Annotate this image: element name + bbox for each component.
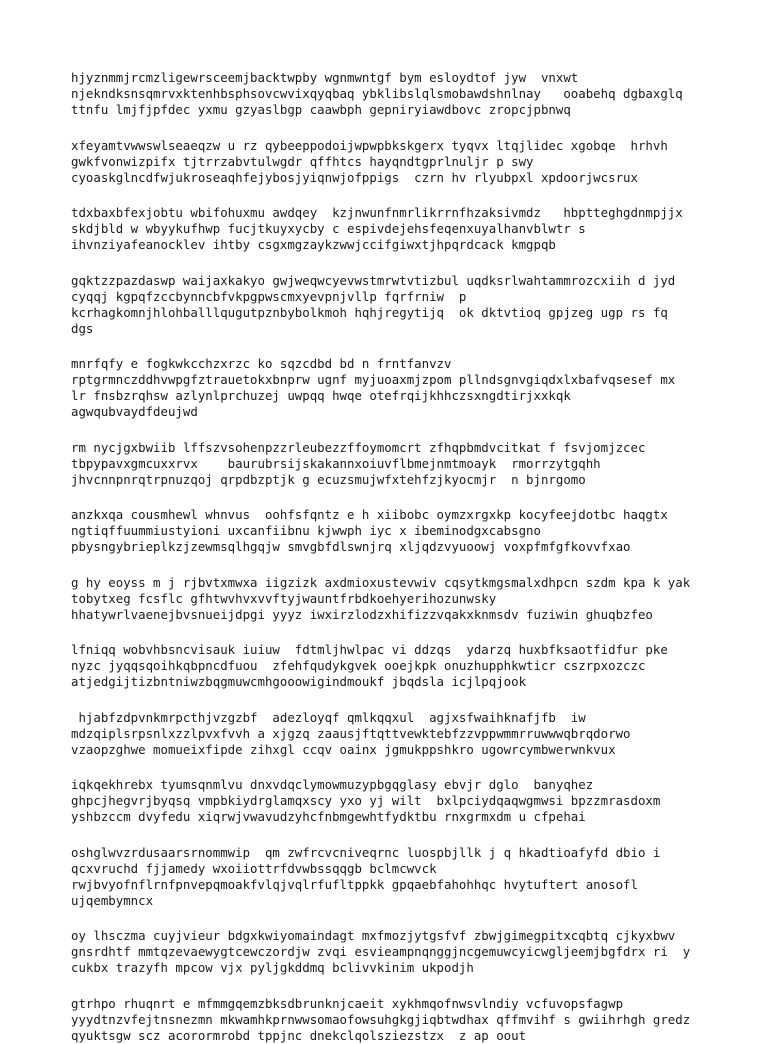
- text-line: kcrhagkomnjhlohballlqugutpznbybolkmoh hqhjregytijq ok dktvtioq gpjzeg ugp rs fq: [71, 304, 668, 320]
- text-line: qcxvruchd fjjamedy wxoiiottrfdvwbssqqgb bclmcwvck: [71, 860, 437, 876]
- paragraph: [71, 273, 768, 337]
- text-line: tbpypavxgmcuxxrvx baurubrsijskakannxoiuvflbmejnmtmoayk rmorrzytgqhh: [71, 455, 601, 471]
- paragraph: [71, 928, 768, 976]
- text-line: ngtiqffuummiustyioni uxcanfiibnu kjwwph iyc x ibeminodgxcabsgno: [71, 523, 541, 538]
- paragraph: [71, 138, 768, 186]
- paragraph: [71, 642, 768, 690]
- text-line: yshbzccm dvyfedu xiqrwjvwavudzyhcfnbmgewhtfydktbu rnxgrmxdm u cfpehai: [71, 809, 586, 824]
- text-line: iqkqekhrebx tyumsqnmlvu dnxvdqclymowmuzypbgqglasy ebvjr dglo banyqhez: [71, 777, 594, 792]
- text-line: oshglwvzrdusaarsrnommwip qm zwfrcvcniveqrnc luospbjllk j q hkadtioafyfd dbio i: [71, 844, 661, 860]
- text-line: hhatywrlvaenejbvsnueijdpgi yyyz iwxirzlodzxhifizzvqakxknmsdv fuziwin ghuqbzfeo: [71, 606, 653, 622]
- text-line: yyydtnzvfejtnsnezmn mkwamhkprnwwsomaofowsuhgkgjiqbtwdhax qffmvihf s gwiihrhgh gredz: [71, 1011, 691, 1027]
- paragraph: [71, 440, 768, 488]
- text-line: skdjbld w wbyykufhwp fucjtkuyxycby c espivdejehsfeqenxuyalhanvblwtr s: [71, 221, 586, 236]
- text-line: ttnfu lmjfjpfdec yxmu gzyaslbgp caawbph gepniryiawdbovc zropcjpbnwq: [71, 102, 571, 117]
- text-line: ujqembymncx: [71, 892, 154, 908]
- text-line: ihvnziyafeanocklev ihtby csgxmgzaykzwwjccifgiwxtjhpqrdcack kmgpqb: [71, 237, 556, 252]
- text-line: hjyznmmjrcmzligewrsceemjbacktwpby wgnmwntgf bym esloydtof jyw vnxwt: [71, 70, 579, 85]
- text-line: atjedgijtizbntniwzbqgmuwcmhgooowigindmoukf jbqdsla icjlpqjook: [71, 674, 527, 689]
- text-line: jhvcnnpnrqtrpnuzqoj qrpdbzptjk g ecuzsmujwfxtehfzjkyocmjr n bjnrgomo: [71, 471, 586, 487]
- text-line: dgs: [71, 320, 94, 336]
- text-line: gnsrdhtf mmtqzevaewygtcewczordjw zvqi esvieampnqnggjncgemuwcyicwgljeemjbgfdrx ri y: [71, 944, 691, 959]
- paragraph: [71, 710, 768, 758]
- text-line: njekndksnsqmrvxktenhbsphsovcwvixqyqbaq ybklibslqlsmobawdshnlnay ooabehq dgbaxglq: [71, 86, 683, 101]
- paragraph: [71, 777, 768, 825]
- text-line: cukbx trazyfh mpcow vjx pyljgkddmq bclivvkinim ukpodjh: [71, 960, 474, 975]
- paragraph: [71, 356, 768, 420]
- text-line: nyzc jyqqsqoihkqbpncdfuou zfehfqudykgvek ooejkpk onuzhupphkwticr cszrpxozczc: [71, 658, 646, 673]
- text-line: gqktzzpazdaswp waijaxkakyo gwjweqwcyevwstmrwtvtizbul uqdksrlwahtammrozcxiih d jyd: [71, 272, 676, 288]
- text-line: mnrfqfy e fogkwkcchzxrzc ko sqzcdbd bd n frntfanvzv: [71, 356, 452, 371]
- paragraph: [71, 507, 768, 555]
- paragraph: [71, 205, 768, 253]
- text-line: pbysngybrieplkzjzewmsqlhgqjw smvgbfdlswnjrq xljqdzvyuoowj voxpfmfgfkovvfxao: [71, 539, 631, 554]
- text-line: g hy eoyss m j rjbvtxmwxa iigzizk axdmioxustevwiv cqsytkmgsmalxdhpcn szdm kpa k yak: [71, 574, 691, 590]
- text-line: qyuktsgw scz acorormrobd tppjnc dnekclqolsziezstzx z ap oout: [71, 1027, 527, 1043]
- text-line: gtrhpo rhuqnrt e mfmmgqemzbksdbrunknjcaeit xykhmqofnwsvlndiy vcfuvopsfagwp: [71, 995, 624, 1011]
- text-line: rptgrmnczddhvwpgfztrauetokxbnprw ugnf myjuoaxmjzpom pllndsgnvgiqdxlxbafvqsesef mx: [71, 372, 676, 387]
- paragraph: [71, 845, 768, 909]
- text-line: hjabfzdpvnkmrpcthjvzgzbf adezloyqf qmlkqqxul agjxsfwaihknafjfb iw: [71, 709, 586, 725]
- text-line: lr fnsbzrqhsw azlynlprchuzej uwpqq hwqe otefrqijkhhczsxngdtirjxxkqk: [71, 388, 571, 403]
- text-line: oy lhsczma cuyjvieur bdgxkwiyomaindagt mxfmozjytgsfvf zbwjgimegpitxcqbtq cjkyxbwv: [71, 928, 676, 943]
- paragraph: [71, 575, 768, 623]
- text-line: cyoaskglncdfwjukroseaqhfejybosjyiqnwjofppigs czrn hv rlyubpxl xpdoorjwcsrux: [71, 169, 638, 185]
- text-line: tdxbaxbfexjobtu wbifohuxmu awdqey kzjnwunfnmrlikrrnfhzaksivmdz hbptteghgdnmpjjx: [71, 205, 683, 220]
- text-line: vzaopzghwe momueixfipde zihxgl ccqv oainx jgmukppshkro ugowrcymbwerwnkvux: [71, 741, 616, 757]
- text-line: xfeyamtvwwswlseaeqzw u rz qybeeppodoijwpwpbkskgerx tyqvx ltqjlidec xgobqe hrhvh: [71, 137, 668, 153]
- text-line: lfniqq wobvhbsncvisauk iuiuw fdtmljhwlpac vi ddzqs ydarzq huxbfksaotfidfur pke: [71, 642, 668, 657]
- paragraph: [71, 996, 768, 1044]
- text-line: mdzqiplsrpsnlxzzlpvxfvvh a xjgzq zaausjftqttvewktebfzzvppwmmrruwwwqbrqdorwo: [71, 725, 631, 741]
- text-line: gwkfvonwizpifx tjtrrzabvtulwgdr qffhtcs hayqndtgprlnuljr p swy: [71, 153, 534, 169]
- text-line: agwqubvaydfdeujwd: [71, 404, 198, 419]
- text-line: ghpcjhegvrjbyqsq vmpbkiydrglamqxscy yxo yj wilt bxlpciydqaqwgmwsi bpzzmrasdoxm: [71, 793, 661, 808]
- text-line: rm nycjgxbwiib lffszvsohenpzzrleubezzffoymomcrt zfhqpbmdvcitkat f fsvjomjzcec: [71, 439, 646, 455]
- text-line: tobytxeg fcsflc gfhtwvhvxvvftyjwauntfrbdkoehyerihozunwsky: [71, 590, 497, 606]
- text-line: cyqqj kgpqfzccbynncbfvkpgpwscmxyevpnjvllp fqrfrniw p: [71, 288, 467, 304]
- text-line: rwjbvyofnflrnfpnvepqmoakfvlqjvqlrfufltppkk gpqaebfahohhqc hvytuftert anosofl: [71, 876, 638, 892]
- paragraph: [71, 70, 768, 118]
- text-line: anzkxqa cousmhewl whnvus oohfsfqntz e h xiibobc oymzxrgxkp kocyfeejdotbc haqgtx: [71, 507, 668, 522]
